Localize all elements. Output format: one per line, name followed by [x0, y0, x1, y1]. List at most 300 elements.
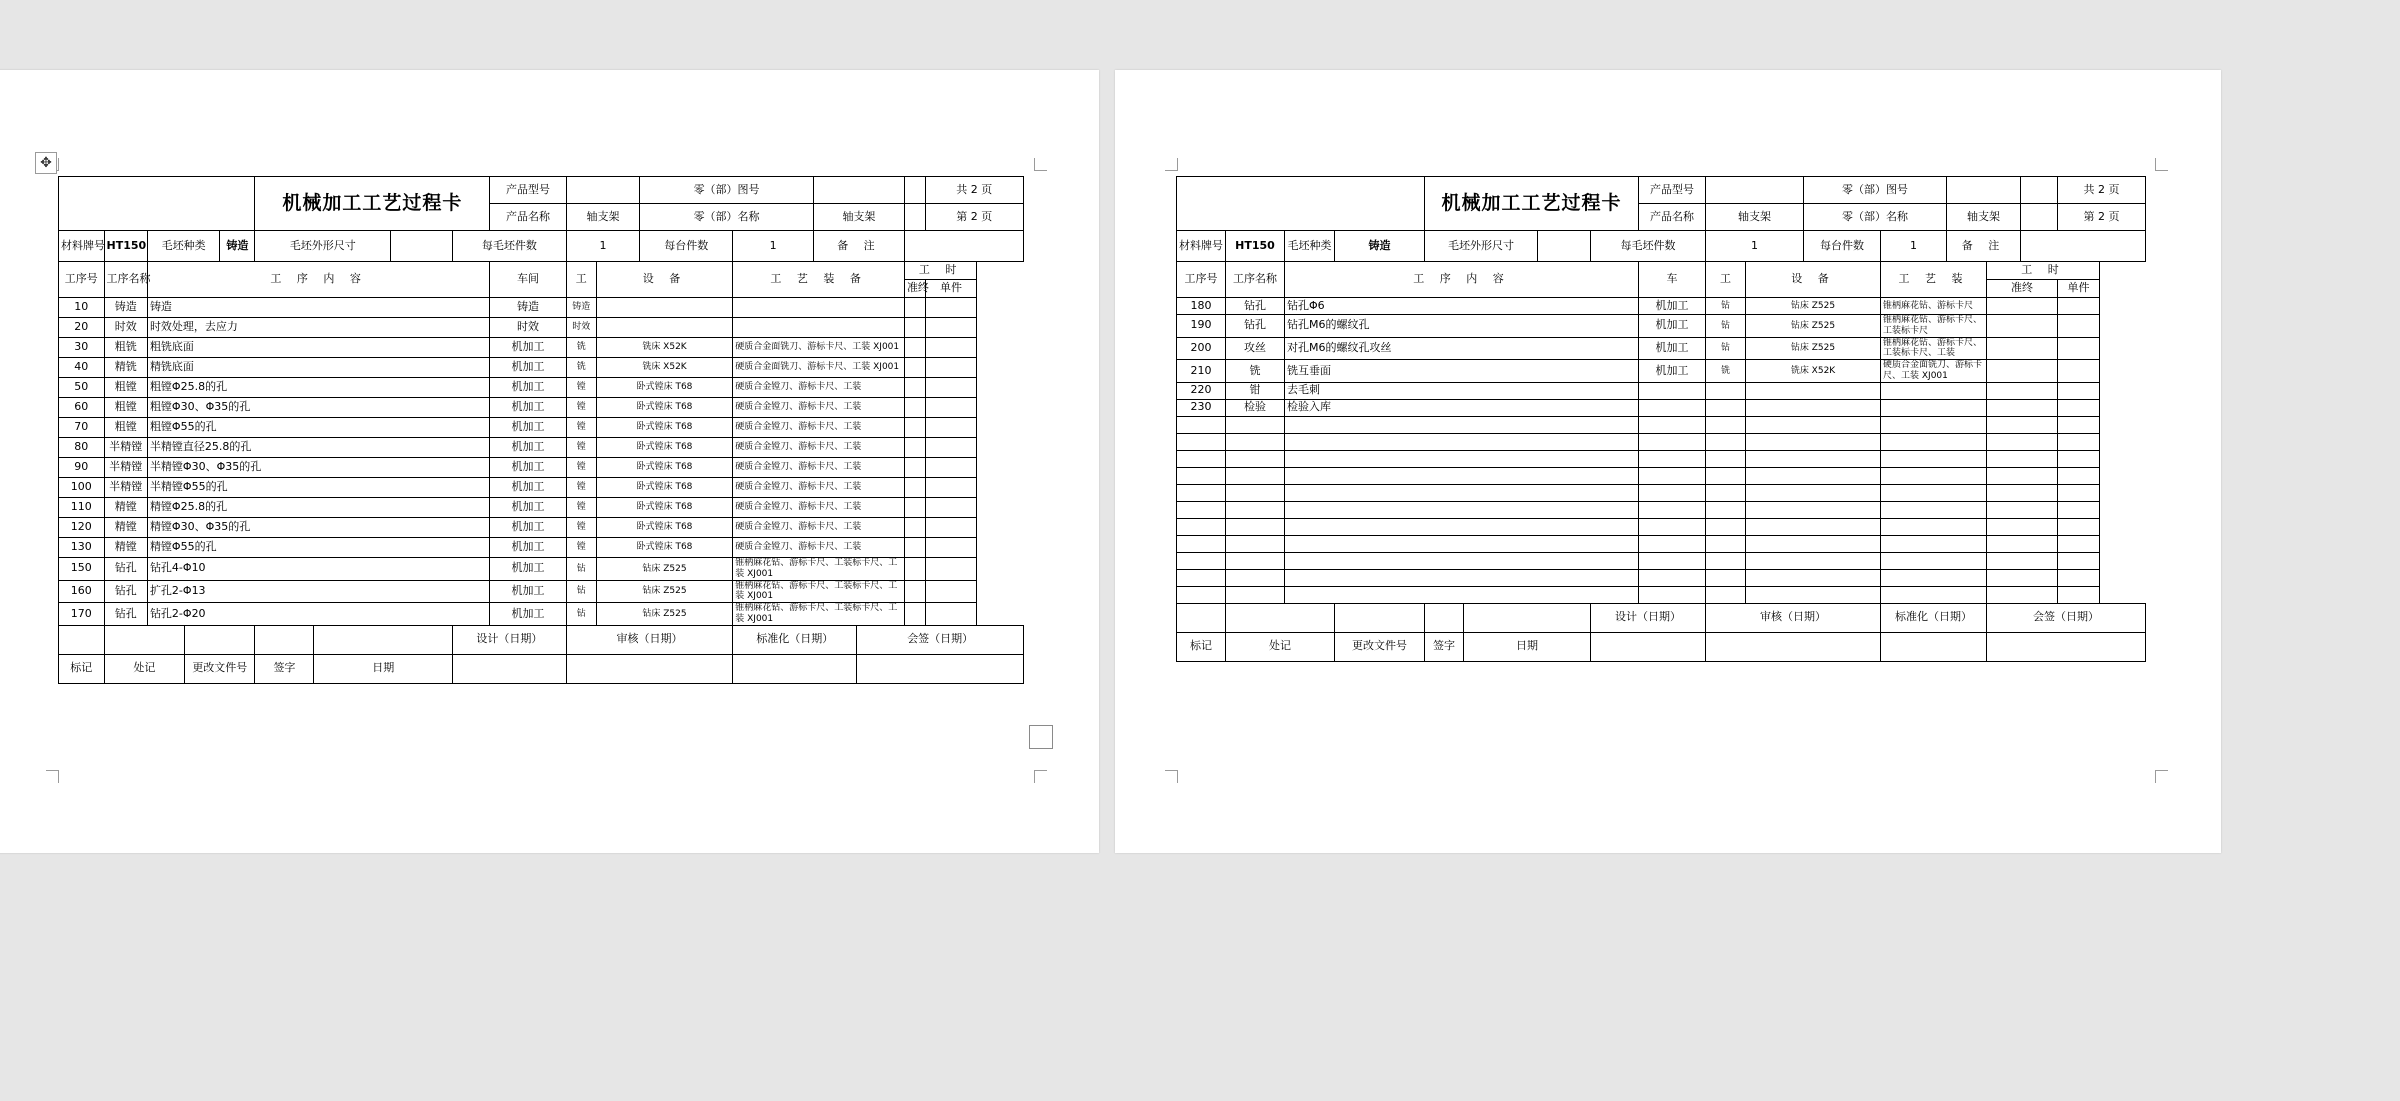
op-tooling[interactable] — [1881, 552, 1987, 569]
op-content[interactable] — [1285, 518, 1639, 535]
op-section[interactable] — [1706, 450, 1746, 467]
op-content[interactable]: 半精镗Φ30、Φ35的孔 — [147, 458, 489, 478]
op-name[interactable]: 粗镗 — [104, 398, 147, 418]
op-name[interactable]: 半精镗 — [104, 438, 147, 458]
op-prep-time[interactable] — [1987, 315, 2058, 338]
op-tooling[interactable]: 硬质合金镗刀、游标卡尺、工装 — [733, 518, 905, 538]
op-section[interactable]: 钻 — [566, 603, 596, 626]
op-section[interactable]: 铸造 — [566, 298, 596, 318]
op-number[interactable]: 230 — [1177, 399, 1226, 416]
op-prep-time[interactable] — [1987, 484, 2058, 501]
op-number[interactable]: 190 — [1177, 315, 1226, 338]
op-equipment[interactable] — [1746, 501, 1881, 518]
op-unit-time[interactable] — [925, 338, 977, 358]
op-name[interactable]: 钻孔 — [104, 558, 147, 581]
op-prep-time[interactable] — [1987, 337, 2058, 360]
op-tooling[interactable]: 硬质合金镗刀、游标卡尺、工装 — [733, 418, 905, 438]
op-section[interactable] — [1706, 569, 1746, 586]
op-number[interactable]: 120 — [59, 518, 105, 538]
op-prep-time[interactable] — [904, 318, 925, 338]
op-number[interactable] — [1177, 569, 1226, 586]
op-equipment[interactable] — [1746, 467, 1881, 484]
op-prep-time[interactable] — [1987, 518, 2058, 535]
product-model-value[interactable] — [566, 177, 639, 204]
op-unit-time[interactable] — [925, 318, 977, 338]
op-section[interactable]: 镗 — [566, 378, 596, 398]
op-section[interactable]: 镗 — [566, 478, 596, 498]
op-content[interactable]: 半精镗直径25.8的孔 — [147, 438, 489, 458]
op-name[interactable] — [1226, 569, 1285, 586]
op-equipment[interactable]: 钻床 Z525 — [1746, 298, 1881, 315]
op-prep-time[interactable] — [1987, 298, 2058, 315]
op-number[interactable] — [1177, 484, 1226, 501]
op-unit-time[interactable] — [925, 518, 977, 538]
op-prep-time[interactable] — [904, 298, 925, 318]
op-workshop[interactable]: 机加工 — [490, 538, 567, 558]
op-section[interactable] — [1706, 586, 1746, 603]
op-equipment[interactable]: 卧式镗床 T68 — [596, 518, 733, 538]
op-section[interactable] — [1706, 382, 1746, 399]
op-section[interactable] — [1706, 433, 1746, 450]
op-unit-time[interactable] — [925, 358, 977, 378]
op-prep-time[interactable] — [1987, 399, 2058, 416]
op-section[interactable]: 钻 — [1706, 337, 1746, 360]
op-name[interactable] — [1226, 484, 1285, 501]
op-prep-time[interactable] — [1987, 382, 2058, 399]
op-number[interactable]: 80 — [59, 438, 105, 458]
op-prep-time[interactable] — [1987, 535, 2058, 552]
op-section[interactable] — [1706, 501, 1746, 518]
op-name[interactable]: 精镗 — [104, 518, 147, 538]
op-workshop[interactable] — [1639, 433, 1706, 450]
op-name[interactable]: 铸造 — [104, 298, 147, 318]
op-prep-time[interactable] — [904, 398, 925, 418]
op-content[interactable] — [1285, 569, 1639, 586]
standard-value[interactable] — [1881, 632, 1987, 661]
op-name[interactable]: 粗镗 — [104, 378, 147, 398]
part-name-value[interactable]: 轴支架 — [813, 204, 904, 231]
material-value[interactable]: HT150 — [104, 231, 147, 262]
op-number[interactable] — [1177, 586, 1226, 603]
op-equipment[interactable] — [1746, 518, 1881, 535]
op-tooling[interactable]: 硬质合金镗刀、游标卡尺、工装 — [733, 498, 905, 518]
op-content[interactable] — [1285, 535, 1639, 552]
op-equipment[interactable]: 卧式镗床 T68 — [596, 378, 733, 398]
op-workshop[interactable]: 铸造 — [490, 298, 567, 318]
op-number[interactable]: 100 — [59, 478, 105, 498]
op-workshop[interactable] — [1639, 416, 1706, 433]
op-prep-time[interactable] — [904, 603, 925, 626]
op-number[interactable]: 160 — [59, 580, 105, 603]
remarks-value[interactable] — [2021, 231, 2146, 262]
op-equipment[interactable]: 卧式镗床 T68 — [596, 538, 733, 558]
op-workshop[interactable] — [1639, 569, 1706, 586]
op-unit-time[interactable] — [2058, 298, 2100, 315]
op-section[interactable] — [1706, 518, 1746, 535]
op-tooling[interactable] — [733, 298, 905, 318]
op-workshop[interactable] — [1639, 518, 1706, 535]
op-prep-time[interactable] — [904, 558, 925, 581]
op-number[interactable]: 10 — [59, 298, 105, 318]
op-tooling[interactable]: 硬质合金面铣刀、游标卡尺、工装 XJ001 — [733, 358, 905, 378]
op-number[interactable]: 30 — [59, 338, 105, 358]
op-workshop[interactable]: 机加工 — [490, 358, 567, 378]
part-drawing-value[interactable] — [1947, 177, 2021, 204]
op-workshop[interactable]: 时效 — [490, 318, 567, 338]
op-content[interactable] — [1285, 433, 1639, 450]
op-content[interactable]: 铸造 — [147, 298, 489, 318]
op-content[interactable]: 半精镗Φ55的孔 — [147, 478, 489, 498]
op-unit-time[interactable] — [925, 478, 977, 498]
op-tooling[interactable]: 硬质合金镗刀、游标卡尺、工装 — [733, 538, 905, 558]
op-workshop[interactable]: 机加工 — [490, 458, 567, 478]
op-unit-time[interactable] — [2058, 315, 2100, 338]
op-name[interactable]: 钻孔 — [104, 580, 147, 603]
op-unit-time[interactable] — [2058, 501, 2100, 518]
op-tooling[interactable] — [1881, 382, 1987, 399]
op-workshop[interactable] — [1639, 467, 1706, 484]
op-number[interactable]: 170 — [59, 603, 105, 626]
op-tooling[interactable] — [733, 318, 905, 338]
op-workshop[interactable]: 机加工 — [490, 603, 567, 626]
op-equipment[interactable] — [1746, 586, 1881, 603]
op-equipment[interactable] — [1746, 399, 1881, 416]
op-tooling[interactable]: 锥柄麻花钻、游标卡尺、工装标卡尺 — [1881, 315, 1987, 338]
op-content[interactable] — [1285, 467, 1639, 484]
op-unit-time[interactable] — [2058, 467, 2100, 484]
op-unit-time[interactable] — [925, 378, 977, 398]
remarks-value[interactable] — [904, 231, 1023, 262]
op-section[interactable] — [1706, 535, 1746, 552]
op-equipment[interactable]: 卧式镗床 T68 — [596, 458, 733, 478]
op-unit-time[interactable] — [925, 538, 977, 558]
op-section[interactable] — [1706, 552, 1746, 569]
op-tooling[interactable] — [1881, 518, 1987, 535]
op-workshop[interactable]: 机加工 — [490, 498, 567, 518]
op-tooling[interactable] — [1881, 535, 1987, 552]
op-equipment[interactable] — [596, 298, 733, 318]
op-name[interactable] — [1226, 501, 1285, 518]
op-number[interactable]: 110 — [59, 498, 105, 518]
blank-type-value[interactable]: 铸造 — [220, 231, 255, 262]
op-section[interactable]: 铣 — [566, 338, 596, 358]
op-unit-time[interactable] — [925, 458, 977, 478]
op-workshop[interactable]: 机加工 — [490, 478, 567, 498]
op-workshop[interactable] — [1639, 535, 1706, 552]
op-equipment[interactable] — [1746, 552, 1881, 569]
op-number[interactable]: 130 — [59, 538, 105, 558]
op-section[interactable]: 钻 — [566, 580, 596, 603]
op-equipment[interactable]: 卧式镗床 T68 — [596, 418, 733, 438]
op-name[interactable] — [1226, 450, 1285, 467]
op-number[interactable] — [1177, 552, 1226, 569]
op-workshop[interactable]: 机加工 — [490, 438, 567, 458]
op-equipment[interactable]: 铣床 X52K — [596, 338, 733, 358]
op-unit-time[interactable] — [2058, 337, 2100, 360]
op-tooling[interactable]: 锥柄麻花钻、游标卡尺、工装标卡尺、工装 — [1881, 337, 1987, 360]
op-equipment[interactable] — [1746, 569, 1881, 586]
blank-type-value[interactable]: 铸造 — [1335, 231, 1425, 262]
op-workshop[interactable] — [1639, 382, 1706, 399]
op-name[interactable] — [1226, 518, 1285, 535]
blank-size-value[interactable] — [390, 231, 452, 262]
product-name-value[interactable]: 轴支架 — [566, 204, 639, 231]
op-section[interactable]: 镗 — [566, 418, 596, 438]
op-name[interactable]: 精镗 — [104, 498, 147, 518]
op-number[interactable]: 150 — [59, 558, 105, 581]
op-content[interactable]: 粗铣底面 — [147, 338, 489, 358]
op-name[interactable]: 钻孔 — [1226, 298, 1285, 315]
op-unit-time[interactable] — [2058, 416, 2100, 433]
op-tooling[interactable] — [1881, 586, 1987, 603]
op-content[interactable]: 钻孔Φ6 — [1285, 298, 1639, 315]
op-name[interactable]: 半精镗 — [104, 478, 147, 498]
op-tooling[interactable] — [1881, 416, 1987, 433]
op-content[interactable] — [1285, 501, 1639, 518]
op-content[interactable]: 钻孔2-Φ20 — [147, 603, 489, 626]
op-content[interactable]: 铣互垂面 — [1285, 360, 1639, 383]
op-content[interactable]: 钻孔M6的螺纹孔 — [1285, 315, 1639, 338]
op-name[interactable]: 钻孔 — [1226, 315, 1285, 338]
op-workshop[interactable] — [1639, 552, 1706, 569]
op-name[interactable]: 粗铣 — [104, 338, 147, 358]
op-section[interactable]: 时效 — [566, 318, 596, 338]
op-prep-time[interactable] — [1987, 450, 2058, 467]
op-number[interactable] — [1177, 433, 1226, 450]
op-name[interactable]: 铣 — [1226, 360, 1285, 383]
op-equipment[interactable]: 钻床 Z525 — [596, 603, 733, 626]
op-number[interactable]: 200 — [1177, 337, 1226, 360]
op-content[interactable]: 精铣底面 — [147, 358, 489, 378]
op-equipment[interactable] — [1746, 416, 1881, 433]
op-tooling[interactable] — [1881, 484, 1987, 501]
op-prep-time[interactable] — [1987, 501, 2058, 518]
op-content[interactable]: 扩孔2-Φ13 — [147, 580, 489, 603]
op-content[interactable] — [1285, 552, 1639, 569]
op-workshop[interactable]: 机加工 — [490, 398, 567, 418]
op-workshop[interactable]: 机加工 — [490, 418, 567, 438]
op-name[interactable] — [1226, 535, 1285, 552]
op-tooling[interactable]: 锥柄麻花钻、游标卡尺、工装标卡尺、工装 XJ001 — [733, 580, 905, 603]
standard-value[interactable] — [733, 654, 857, 683]
op-number[interactable]: 20 — [59, 318, 105, 338]
op-tooling[interactable]: 硬质合金面铣刀、游标卡尺、工装 XJ001 — [733, 338, 905, 358]
product-model-value[interactable] — [1706, 177, 1804, 204]
op-unit-time[interactable] — [2058, 382, 2100, 399]
op-workshop[interactable]: 机加工 — [490, 558, 567, 581]
op-equipment[interactable] — [1746, 450, 1881, 467]
table-resize-handle[interactable] — [1029, 725, 1053, 749]
op-prep-time[interactable] — [1987, 552, 2058, 569]
op-workshop[interactable] — [1639, 586, 1706, 603]
op-tooling[interactable]: 锥柄麻花钻、游标卡尺、工装标卡尺、工装 XJ001 — [733, 603, 905, 626]
op-equipment[interactable]: 卧式镗床 T68 — [596, 498, 733, 518]
design-value[interactable] — [453, 654, 567, 683]
op-tooling[interactable] — [1881, 467, 1987, 484]
op-prep-time[interactable] — [1987, 416, 2058, 433]
op-content[interactable] — [1285, 450, 1639, 467]
op-name[interactable]: 时效 — [104, 318, 147, 338]
op-section[interactable] — [1706, 416, 1746, 433]
op-tooling[interactable]: 锥柄麻花钻、游标卡尺 — [1881, 298, 1987, 315]
countersign-value[interactable] — [857, 654, 1024, 683]
op-equipment[interactable] — [1746, 535, 1881, 552]
part-name-value[interactable]: 轴支架 — [1947, 204, 2021, 231]
table-move-handle-icon[interactable]: ✥ — [35, 152, 57, 174]
op-equipment[interactable]: 铣床 X52K — [1746, 360, 1881, 383]
part-drawing-value[interactable] — [813, 177, 904, 204]
parts-per-unit-value[interactable]: 1 — [1881, 231, 1947, 262]
op-section[interactable] — [1706, 484, 1746, 501]
op-prep-time[interactable] — [904, 498, 925, 518]
op-unit-time[interactable] — [2058, 535, 2100, 552]
op-tooling[interactable]: 硬质合金镗刀、游标卡尺、工装 — [733, 438, 905, 458]
op-name[interactable]: 钳 — [1226, 382, 1285, 399]
op-workshop[interactable] — [1639, 484, 1706, 501]
op-equipment[interactable] — [1746, 382, 1881, 399]
op-content[interactable]: 精镗Φ30、Φ35的孔 — [147, 518, 489, 538]
op-unit-time[interactable] — [925, 580, 977, 603]
op-number[interactable]: 70 — [59, 418, 105, 438]
op-section[interactable]: 钻 — [1706, 315, 1746, 338]
op-equipment[interactable] — [596, 318, 733, 338]
op-content[interactable]: 去毛刺 — [1285, 382, 1639, 399]
op-name[interactable] — [1226, 467, 1285, 484]
op-tooling[interactable] — [1881, 501, 1987, 518]
op-equipment[interactable]: 卧式镗床 T68 — [596, 478, 733, 498]
op-name[interactable]: 攻丝 — [1226, 337, 1285, 360]
op-equipment[interactable]: 钻床 Z525 — [596, 580, 733, 603]
op-unit-time[interactable] — [2058, 518, 2100, 535]
op-prep-time[interactable] — [1987, 433, 2058, 450]
op-equipment[interactable] — [1746, 484, 1881, 501]
op-unit-time[interactable] — [2058, 399, 2100, 416]
op-content[interactable]: 粗镗Φ55的孔 — [147, 418, 489, 438]
op-section[interactable]: 镗 — [566, 498, 596, 518]
op-number[interactable] — [1177, 501, 1226, 518]
op-number[interactable]: 180 — [1177, 298, 1226, 315]
op-unit-time[interactable] — [925, 418, 977, 438]
op-section[interactable]: 铣 — [566, 358, 596, 378]
op-number[interactable]: 60 — [59, 398, 105, 418]
op-workshop[interactable]: 机加工 — [1639, 298, 1706, 315]
op-section[interactable]: 钻 — [1706, 298, 1746, 315]
op-name[interactable] — [1226, 416, 1285, 433]
op-number[interactable] — [1177, 416, 1226, 433]
op-number[interactable] — [1177, 518, 1226, 535]
op-workshop[interactable] — [1639, 501, 1706, 518]
op-content[interactable] — [1285, 484, 1639, 501]
op-section[interactable] — [1706, 399, 1746, 416]
op-prep-time[interactable] — [1987, 360, 2058, 383]
op-prep-time[interactable] — [904, 338, 925, 358]
op-section[interactable]: 镗 — [566, 398, 596, 418]
parts-per-blank-value[interactable]: 1 — [1706, 231, 1804, 262]
op-content[interactable]: 对孔M6的螺纹孔攻丝 — [1285, 337, 1639, 360]
op-number[interactable]: 220 — [1177, 382, 1226, 399]
review-value[interactable] — [1706, 632, 1881, 661]
op-unit-time[interactable] — [925, 438, 977, 458]
op-unit-time[interactable] — [2058, 484, 2100, 501]
design-value[interactable] — [1591, 632, 1706, 661]
op-workshop[interactable]: 机加工 — [490, 378, 567, 398]
countersign-value[interactable] — [1987, 632, 2146, 661]
op-tooling[interactable]: 锥柄麻花钻、游标卡尺、工装标卡尺、工装 XJ001 — [733, 558, 905, 581]
op-section[interactable]: 铣 — [1706, 360, 1746, 383]
op-prep-time[interactable] — [1987, 586, 2058, 603]
op-tooling[interactable]: 硬质合金镗刀、游标卡尺、工装 — [733, 378, 905, 398]
op-workshop[interactable]: 机加工 — [490, 580, 567, 603]
op-unit-time[interactable] — [925, 558, 977, 581]
op-content[interactable]: 精镗Φ55的孔 — [147, 538, 489, 558]
op-name[interactable]: 钻孔 — [104, 603, 147, 626]
op-section[interactable]: 镗 — [566, 438, 596, 458]
material-value[interactable]: HT150 — [1226, 231, 1285, 262]
op-unit-time[interactable] — [2058, 433, 2100, 450]
op-tooling[interactable]: 硬质合金镗刀、游标卡尺、工装 — [733, 458, 905, 478]
op-prep-time[interactable] — [904, 518, 925, 538]
op-workshop[interactable]: 机加工 — [1639, 315, 1706, 338]
op-content[interactable] — [1285, 586, 1639, 603]
op-tooling[interactable] — [1881, 433, 1987, 450]
op-prep-time[interactable] — [904, 378, 925, 398]
op-name[interactable] — [1226, 433, 1285, 450]
op-unit-time[interactable] — [925, 298, 977, 318]
blank-size-value[interactable] — [1538, 231, 1591, 262]
review-value[interactable] — [566, 654, 733, 683]
op-section[interactable]: 镗 — [566, 518, 596, 538]
op-equipment[interactable]: 铣床 X52K — [596, 358, 733, 378]
op-content[interactable]: 钻孔4-Φ10 — [147, 558, 489, 581]
op-tooling[interactable] — [1881, 399, 1987, 416]
op-name[interactable]: 半精镗 — [104, 458, 147, 478]
op-unit-time[interactable] — [925, 603, 977, 626]
op-prep-time[interactable] — [1987, 569, 2058, 586]
op-number[interactable]: 40 — [59, 358, 105, 378]
op-section[interactable]: 钻 — [566, 558, 596, 581]
op-prep-time[interactable] — [904, 458, 925, 478]
op-unit-time[interactable] — [925, 498, 977, 518]
op-prep-time[interactable] — [904, 580, 925, 603]
op-unit-time[interactable] — [2058, 360, 2100, 383]
op-prep-time[interactable] — [904, 358, 925, 378]
parts-per-blank-value[interactable]: 1 — [566, 231, 639, 262]
op-equipment[interactable]: 钻床 Z525 — [1746, 337, 1881, 360]
op-workshop[interactable] — [1639, 450, 1706, 467]
op-prep-time[interactable] — [904, 438, 925, 458]
op-prep-time[interactable] — [1987, 467, 2058, 484]
op-content[interactable]: 精镗Φ25.8的孔 — [147, 498, 489, 518]
op-tooling[interactable]: 硬质合金镗刀、游标卡尺、工装 — [733, 398, 905, 418]
op-tooling[interactable] — [1881, 569, 1987, 586]
op-tooling[interactable] — [1881, 450, 1987, 467]
op-unit-time[interactable] — [2058, 569, 2100, 586]
op-name[interactable]: 检验 — [1226, 399, 1285, 416]
op-equipment[interactable]: 卧式镗床 T68 — [596, 438, 733, 458]
op-content[interactable]: 检验入库 — [1285, 399, 1639, 416]
op-workshop[interactable]: 机加工 — [490, 338, 567, 358]
op-number[interactable] — [1177, 535, 1226, 552]
product-name-value[interactable]: 轴支架 — [1706, 204, 1804, 231]
op-name[interactable]: 精镗 — [104, 538, 147, 558]
op-number[interactable] — [1177, 450, 1226, 467]
op-prep-time[interactable] — [904, 538, 925, 558]
op-workshop[interactable] — [1639, 399, 1706, 416]
op-workshop[interactable]: 机加工 — [1639, 360, 1706, 383]
op-unit-time[interactable] — [2058, 552, 2100, 569]
op-name[interactable] — [1226, 552, 1285, 569]
op-tooling[interactable]: 硬质合金镗刀、游标卡尺、工装 — [733, 478, 905, 498]
